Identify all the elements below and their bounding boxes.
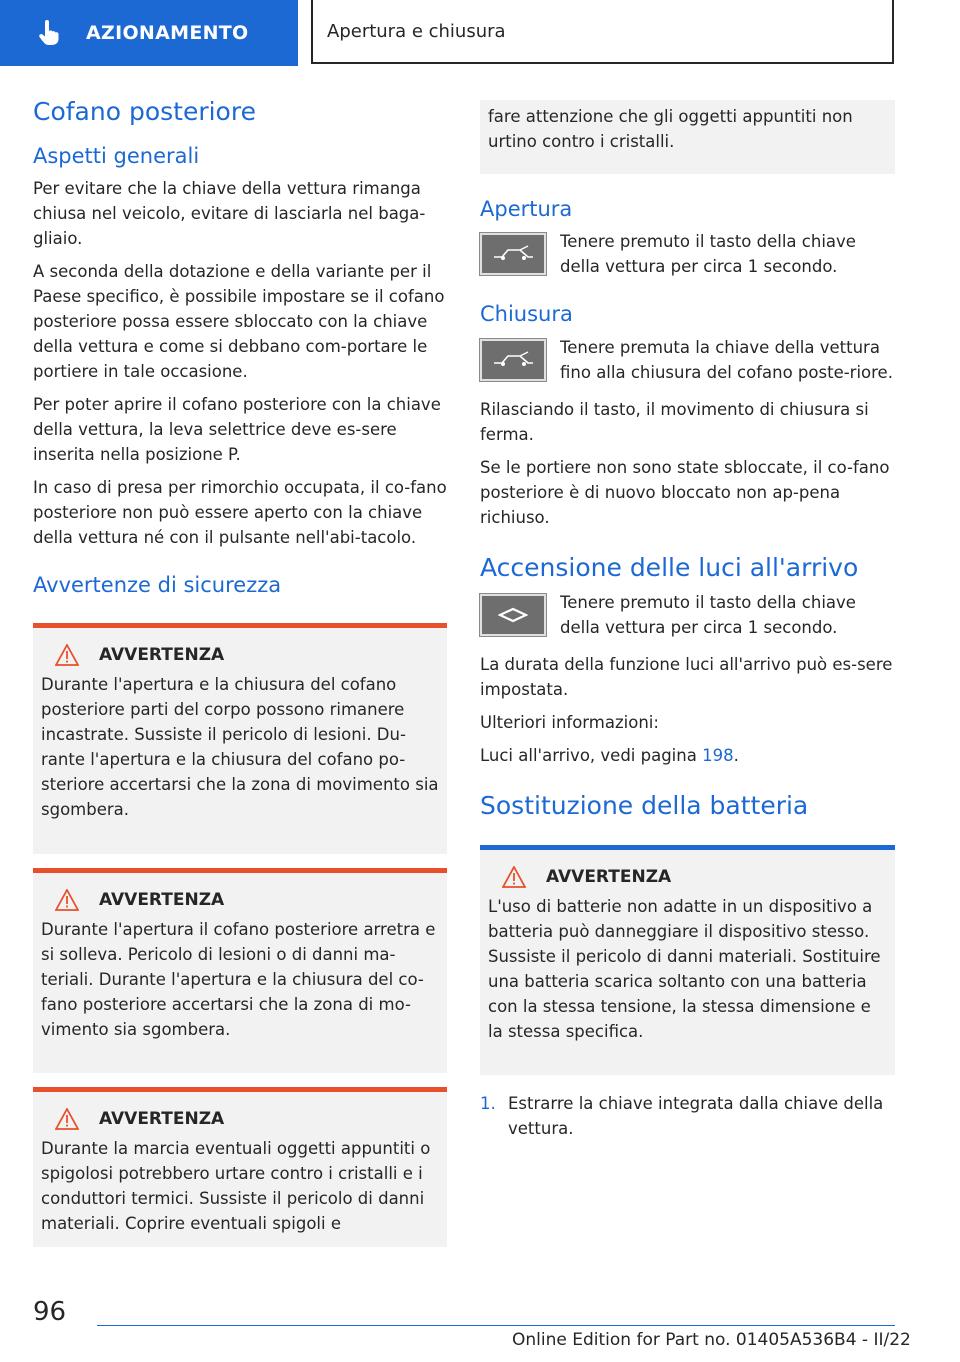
step-item xyxy=(480,1091,895,1141)
warning-label: AVVERTENZA xyxy=(99,645,225,666)
lights-reference xyxy=(480,743,895,768)
safety-heading: Avvertenze di sicurezza xyxy=(33,572,282,597)
closing-heading: Chiusura xyxy=(480,302,573,327)
chapter-breadcrumb xyxy=(311,0,894,64)
tailgate-key-icon xyxy=(480,233,546,275)
warning-header xyxy=(55,1108,439,1130)
step-number: 1. xyxy=(480,1093,496,1113)
warning-text: fare attenzione che gli oggetti appuntiti non urtino contro i cristalli. xyxy=(488,107,853,151)
warning-header xyxy=(55,644,439,666)
right-column xyxy=(480,100,895,1141)
step-text: Estrarre la chiave integrata dalla chiave della vettura. xyxy=(508,1093,884,1138)
warning-text: Durante la marcia eventuali oggetti appuntiti o spigolosi potrebbero urtare contro i cristalli e i conduttori termici. Sussiste il pericolo di danni materiali. Coprire eventuali spigoli e xyxy=(41,1139,431,1234)
battery-heading: Sostituzione della batteria xyxy=(480,791,809,821)
section-title: Cofano posteriore xyxy=(33,97,256,126)
section-tab xyxy=(0,0,298,66)
page-link[interactable]: 198 xyxy=(702,746,734,766)
lights-text: Tenere premuto il tasto della chiave della vettura per circa 1 secondo. xyxy=(560,593,856,638)
closing-instruction xyxy=(480,335,895,385)
warning-label: AVVERTENZA xyxy=(99,1109,225,1130)
warning-triangle-icon xyxy=(55,1108,79,1130)
opening-instruction xyxy=(480,229,895,279)
battery-warning-box xyxy=(480,845,895,1075)
warning-box xyxy=(33,1087,447,1247)
lights-reference-end: . xyxy=(733,746,739,766)
left-column xyxy=(33,96,447,1247)
lights-heading: Accensione delle luci all'arrivo xyxy=(480,552,859,582)
edition-text: Online Edition for Part no. 01405A536B4 - II/22 xyxy=(512,1330,911,1350)
closing-paragraph: Rilasciando il tasto, il movimento di chiusura si ferma. xyxy=(480,399,869,444)
opening-text: Tenere premuto il tasto della chiave della vettura per circa 1 secondo. xyxy=(560,232,856,277)
warning-text: L'uso di batterie non adatte in un dispositivo a batteria può danneggiare il dispositivo stesso. Sussiste il pericolo di danni materiali. Sostituire una batteria scarica soltanto con una batteria con la stessa tensione, la stessa dimensione e la stessa specifica. xyxy=(488,896,881,1041)
general-paragraph: Per evitare che la chiave della vettura rimanga chiusa nel veicolo, evitare di lasciarla nel baga-gliaio. xyxy=(33,178,426,248)
warning-text: Durante l'apertura e la chiusura del cofano posteriore parti del corpo possono rimanere incastrate. Sussiste il pericolo di lesioni. Du-rante l'apertura e la chiusura del cofano po-steriore accertarsi che la zona di movimento sia sgombera. xyxy=(41,675,439,820)
page-number: 96 xyxy=(33,1297,67,1327)
warning-label: AVVERTENZA xyxy=(99,890,225,911)
closing-paragraph: Se le portiere non sono state sbloccate, il co-fano posteriore è di nuovo bloccato non ap-pena richiuso. xyxy=(480,457,890,527)
tailgate-key-icon xyxy=(480,339,546,381)
warning-box xyxy=(33,868,447,1073)
warning-header xyxy=(55,889,439,911)
warning-box-continued xyxy=(480,100,895,174)
opening-heading: Apertura xyxy=(480,197,573,221)
chapter-title: Apertura e chiusura xyxy=(327,20,506,42)
general-paragraph: Per poter aprire il cofano posteriore con la chiave della vettura, la leva selettrice deve es-sere inserita nella posizione P. xyxy=(33,394,441,464)
warning-triangle-icon xyxy=(55,889,79,911)
general-paragraph: A seconda della dotazione e della variante per il Paese specifico, è possibile impostare se il cofano posteriore possa essere sbloccato con la chiave della vettura e come si debbano com-portare le portiere in tale occasione. xyxy=(33,261,445,381)
lights-instruction xyxy=(480,590,895,640)
warning-label: AVVERTENZA xyxy=(546,866,672,887)
warning-triangle-icon xyxy=(502,866,526,888)
warning-header xyxy=(502,866,887,888)
lights-paragraph: La durata della funzione luci all'arrivo può es-sere impostata. xyxy=(480,655,893,700)
lights-reference-text: Luci all'arrivo, vedi pagina xyxy=(480,746,703,766)
warning-box xyxy=(33,623,447,854)
lights-paragraph: Ulteriori informazioni: xyxy=(480,713,659,733)
general-paragraph: In caso di presa per rimorchio occupata, il co-fano posteriore non può essere aperto con la chiave della vettura né con il pulsante nell'abi-tacolo. xyxy=(33,477,447,547)
general-heading: Aspetti generali xyxy=(33,143,200,168)
warning-triangle-icon xyxy=(55,644,79,666)
light-key-icon xyxy=(480,594,546,636)
section-label: AZIONAMENTO xyxy=(86,22,249,44)
hand-pointer-icon xyxy=(36,19,64,47)
closing-text: Tenere premuta la chiave della vettura fino alla chiusura del cofano poste-riore. xyxy=(560,337,893,382)
footer-divider xyxy=(97,1325,895,1326)
warning-text: Durante l'apertura il cofano posteriore arretra e si solleva. Pericolo di lesioni o di danni ma-teriali. Durante l'apertura e la chiusura del co-fano posteriore accertarsi che la zona di mo-vimento sia sgombera. xyxy=(41,920,436,1040)
